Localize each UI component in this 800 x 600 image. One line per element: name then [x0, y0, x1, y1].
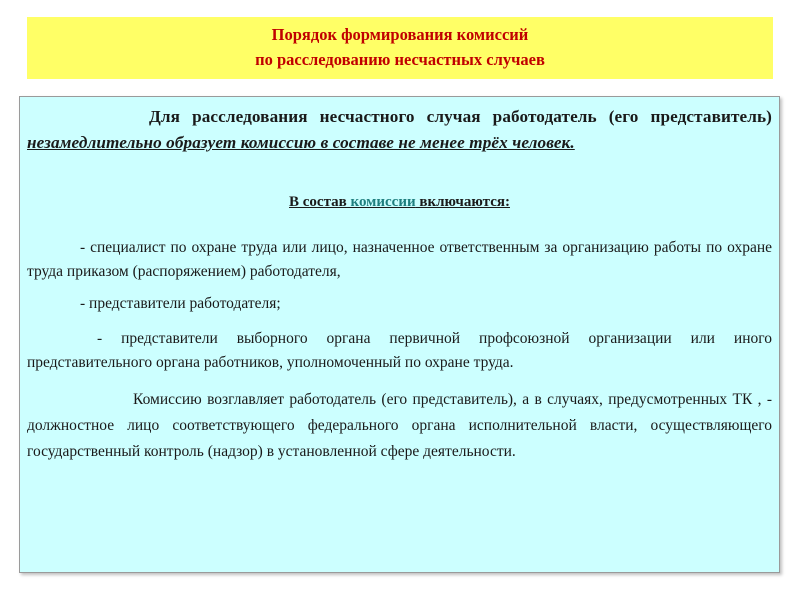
title-line-2: по расследованию несчастных случаев: [255, 50, 545, 69]
title-line-1: Порядок формирования комиссий: [271, 25, 529, 44]
list-item: - представители выборного органа первичной профсоюзной организации или иного представительного органа работников, уполномоченный по охране труда.: [27, 330, 772, 371]
title-banner: [27, 17, 773, 79]
intro-paragraph: [27, 104, 772, 156]
list-item: - специалист по охране труда или лицо, назначенное ответственным за организацию работы по охране труда приказом (распоряжением) работодателя,: [27, 239, 772, 280]
members-heading-link[interactable]: комиссии: [350, 194, 416, 210]
content-panel: [19, 96, 780, 573]
intro-plain-text: Для расследования несчастного случая работодатель (его представитель): [149, 107, 772, 126]
members-heading: [27, 192, 772, 212]
intro-emphasis-text: незамедлительно образует комиссию в составе не менее трёх человек.: [27, 133, 575, 152]
members-heading-after: включаются:: [415, 194, 510, 210]
chairman-paragraph: Комиссию возглавляет работодатель (его представитель), а в случаях, предусмотренных ТК , - должностное лицо соответствующего федерального органа исполнительной власти, осуществляющего государственный контроль (надзор) в установленной сфере деятельности.: [27, 391, 772, 460]
list-item: - представители работодателя;: [80, 295, 281, 312]
members-heading-before: В состав: [289, 194, 351, 210]
